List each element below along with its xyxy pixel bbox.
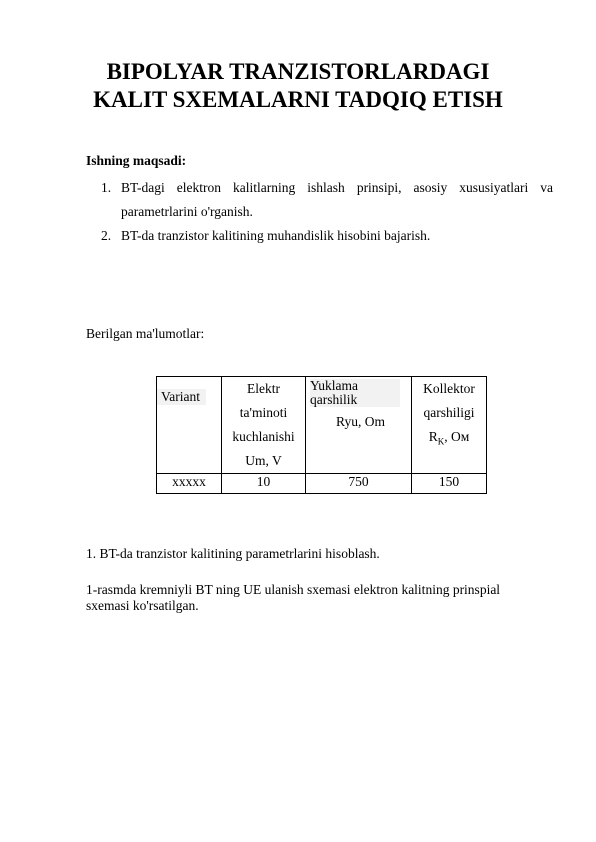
goal-item-2: [101, 224, 553, 248]
header-text-line: Kollektor: [423, 381, 475, 396]
goal-item-text-line: BT-da tranzistor kalitining muhandislik hisobini bajarish.: [121, 228, 431, 243]
header-text-line: Elektr: [247, 381, 280, 396]
goal-list: [101, 176, 553, 248]
section-heading: 1. BT-da tranzistor kalitining parametrlarini hisoblash.: [86, 546, 380, 561]
unit-symbol: R: [428, 429, 438, 444]
parameters-table: [156, 376, 487, 494]
goal-heading: Ishning maqsadi:: [86, 153, 187, 168]
title-line-1: BIPOLYAR TRANZISTORLARDAGI: [106, 59, 490, 84]
cell-voltage: 10: [222, 474, 306, 494]
header-text-line: ta'minoti: [239, 405, 288, 420]
cell-load: 750: [306, 474, 412, 494]
unit-text: , Ом: [444, 429, 470, 444]
goal-item-text-line: BT-dagi elektron kalitlarning ishlash prinsipi, asosiy xususiyatlari va: [121, 180, 553, 195]
unit-subscript: K: [437, 436, 445, 447]
goal-item-number: 2.: [101, 228, 112, 243]
header-text-line: qarshiligi: [423, 405, 475, 420]
table-row: [157, 474, 487, 494]
document-title: [40, 58, 556, 114]
header-variant: [157, 377, 222, 474]
header-text-line: qarshilik: [310, 393, 400, 407]
header-text-line: Um, V: [245, 453, 282, 468]
header-voltage: [222, 377, 306, 474]
header-load: [306, 377, 412, 474]
goal-item-1: [101, 176, 553, 224]
figure-description-line: sxemasi ko'rsatilgan.: [86, 598, 199, 613]
header-text-line: kuchlanishi: [232, 429, 295, 444]
given-data-label: Berilgan ma'lumotlar:: [86, 326, 205, 341]
cell-collector: 150: [412, 474, 487, 494]
header-collector: [412, 377, 487, 474]
goal-item-text-line: parametrlarini o'rganish.: [121, 204, 253, 219]
cell-variant: xxxxx: [157, 474, 222, 494]
header-variant-label: Variant: [157, 389, 206, 405]
header-text-line: Ryu, Om: [336, 414, 385, 429]
goal-item-number: 1.: [101, 180, 112, 195]
figure-description: [86, 582, 546, 614]
header-text-line: Yuklama: [310, 379, 400, 393]
title-line-2: KALIT SXEMALARNI TADQIQ ETISH: [93, 87, 503, 112]
figure-description-line: 1-rasmda kremniyli BT ning UE ulanish sxemasi elektron kalitning prinspial: [86, 582, 501, 597]
table-header-row: [157, 377, 487, 474]
header-unit: [412, 425, 486, 454]
